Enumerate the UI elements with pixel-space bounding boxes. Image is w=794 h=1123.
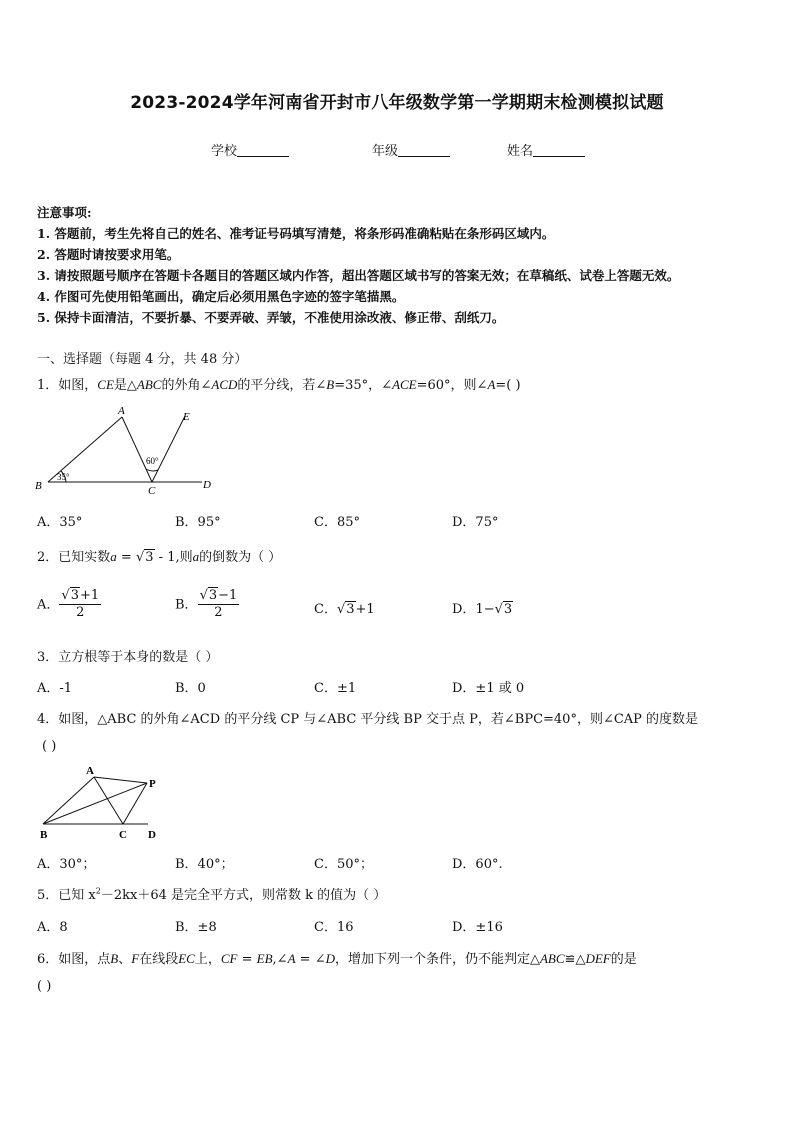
- label-d: D: [203, 479, 211, 491]
- label-e: E: [183, 411, 190, 423]
- q3-option-a[interactable]: A．-1: [37, 681, 73, 696]
- q5-option-b[interactable]: B．±8: [175, 920, 217, 935]
- name-label: 姓名: [507, 144, 534, 159]
- q2-option-d[interactable]: D．1−√3: [452, 602, 513, 617]
- question-6-paren: ( ): [37, 979, 52, 994]
- section-heading: 一、选择题（每题 4 分，共 48 分）: [37, 352, 248, 367]
- angle-ace-arc: [146, 469, 158, 471]
- q4-option-b[interactable]: B．40°；: [175, 857, 234, 872]
- label-a: A: [86, 765, 94, 777]
- question-4-paren: ( ): [42, 739, 57, 754]
- label-b: B: [35, 480, 42, 492]
- q3-option-d[interactable]: D．±1 或 0: [452, 681, 525, 696]
- segment-ap: [94, 777, 147, 783]
- grade-blank[interactable]: [398, 143, 450, 157]
- label-c: C: [119, 829, 127, 841]
- note-item: 4. 作图可先使用铅笔画出，确定后必须用黑色字迹的签字笔描黑。: [37, 289, 405, 304]
- q4-option-c[interactable]: C．50°；: [314, 857, 373, 872]
- question-5-stem: 5．已知 $x^2-2kx+64$ 是完全平方式，则常数 k 的值为（ ）: [37, 886, 387, 903]
- school-blank[interactable]: [237, 143, 289, 157]
- note-item: 3. 请按照题号顺序在答题卡各题目的答题区域内作答，超出答题区域书写的答案无效；在草稿纸、试卷上答题无效。: [37, 268, 680, 283]
- label-angle-60: 60°: [146, 456, 159, 466]
- question-4-figure: [30, 760, 170, 846]
- q2-option-a[interactable]: A． $\frac{√3+1}{2}$: [37, 588, 100, 621]
- grade-label: 年级: [372, 144, 399, 159]
- ray-ce: [152, 416, 185, 482]
- name-blank[interactable]: [533, 143, 585, 157]
- note-item: 1. 答题前，考生先将自己的姓名、准考证号码填写清楚，将条形码准确粘贴在条形码区域内。: [37, 226, 555, 241]
- q3-option-c[interactable]: C．±1: [314, 681, 357, 696]
- q4-option-d[interactable]: D．60°.: [452, 857, 503, 872]
- q5-option-a[interactable]: A．8: [37, 920, 68, 935]
- segment-bp: [43, 783, 147, 824]
- school-label: 学校: [211, 144, 238, 159]
- q1-option-a[interactable]: A．35°: [37, 515, 83, 530]
- label-angle-35: 35°: [57, 472, 70, 482]
- q2-option-b[interactable]: B． $\frac{√3-1}{2}$: [175, 588, 238, 621]
- name-field[interactable]: [507, 140, 585, 159]
- q1-option-b[interactable]: B．95°: [175, 515, 221, 530]
- school-field[interactable]: [211, 140, 289, 159]
- note-item: 5. 保持卡面清洁，不要折暴、不要弄破、弄皱，不准使用涂改液、修正带、刮纸刀。: [37, 310, 505, 325]
- segment-cp: [123, 783, 147, 824]
- q3-option-b[interactable]: B．0: [175, 681, 206, 696]
- label-p: P: [149, 778, 156, 790]
- notes-heading: 注意事项:: [37, 205, 92, 220]
- question-1-stem: 1．如图，CE是△ABC的外角∠ACD的平分线，若∠B=35°，∠ACE=60°，则∠A=( ): [37, 377, 521, 393]
- q5-option-d[interactable]: D．±16: [452, 920, 503, 935]
- question-3-stem: 3．立方根等于本身的数是（ ）: [37, 650, 219, 665]
- q5-option-c[interactable]: C．16: [314, 920, 354, 935]
- grade-field[interactable]: [372, 140, 450, 159]
- q2-option-c[interactable]: C．√3+1: [314, 602, 375, 617]
- label-a: A: [118, 405, 125, 417]
- segment-ac: [122, 417, 152, 482]
- question-4-stem: 4．如图，△ABC 的外角∠ACD 的平分线 CP 与∠ABC 平分线 BP 交于点 P，若∠BPC=40°，则∠CAP 的度数是: [37, 712, 699, 727]
- q4-option-a[interactable]: A．30°；: [37, 857, 96, 872]
- label-c: C: [148, 485, 156, 496]
- label-b: B: [40, 829, 48, 841]
- q1-option-d[interactable]: D．75°: [452, 515, 499, 530]
- q1-option-c[interactable]: C．85°: [314, 515, 360, 530]
- page-title: 2023-2024学年河南省开封市八年级数学第一学期期末检测模拟试题: [130, 93, 664, 113]
- segment-ac: [94, 777, 123, 824]
- question-2-stem: 2．已知实数a = √3 - 1,则a的倒数为（ ）: [37, 549, 282, 565]
- question-6-stem: 6．如图，点B、F在线段EC上，CF = EB,∠A = ∠D，增加下列一个条件，仍不能判定△ABC≌△DEF的是: [37, 951, 637, 967]
- segment-ba: [43, 777, 94, 824]
- note-item: 2. 答题时请按要求用笔。: [37, 247, 180, 262]
- question-1-figure: [30, 400, 230, 496]
- label-d: D: [148, 829, 156, 841]
